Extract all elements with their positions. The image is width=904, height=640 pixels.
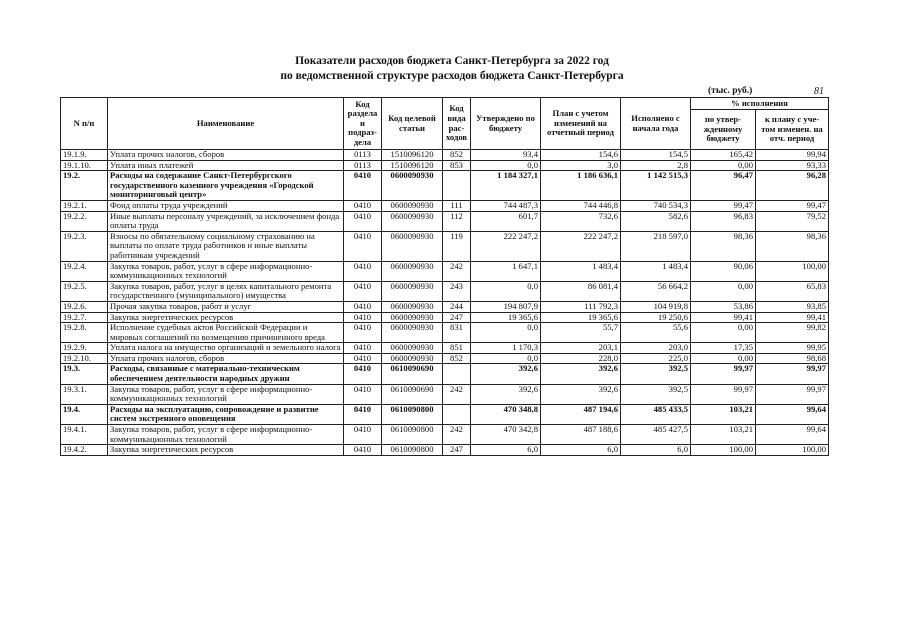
cell-pct-plan: 65,83 <box>756 281 829 301</box>
cell-name: Иные выплаты персоналу учреждений, за исключением фонда оплаты труда <box>108 211 344 231</box>
cell-pct-approved: 100,00 <box>691 445 756 456</box>
table-row <box>61 404 829 424</box>
cell-executed: 6,0 <box>621 445 691 456</box>
cell-target-code: 0600090930 <box>382 200 443 211</box>
cell-approved: 1 184 327,1 <box>471 171 541 201</box>
cell-type-code <box>443 364 471 384</box>
cell-pct-plan: 93,33 <box>756 160 829 171</box>
cell-type-code: 242 <box>443 425 471 445</box>
cell-executed: 1 142 515,3 <box>621 171 691 201</box>
cell-plan: 19 365,6 <box>541 312 621 323</box>
cell-pct-plan: 99,95 <box>756 343 829 354</box>
table-row <box>61 200 829 211</box>
cell-type-code: 852 <box>443 353 471 364</box>
cell-name: Закупка товаров, работ, услуг в сфере информационно-коммуникационных технологий <box>108 261 344 281</box>
cell-plan: 392,6 <box>541 384 621 404</box>
cell-type-code: 851 <box>443 343 471 354</box>
header-type-code: Код вида рас-ходов <box>443 98 471 150</box>
cell-type-code: 852 <box>443 150 471 161</box>
table-row <box>61 211 829 231</box>
cell-pct-approved: 0,00 <box>691 281 756 301</box>
cell-section-code: 0410 <box>344 323 382 343</box>
cell-plan: 744 446,8 <box>541 200 621 211</box>
cell-executed: 104 919,8 <box>621 301 691 312</box>
cell-pct-approved: 98,36 <box>691 231 756 261</box>
cell-name: Закупка товаров, работ, услуг в сфере информационно-коммуникационных технологий <box>108 425 344 445</box>
cell-target-code: 0600090930 <box>382 281 443 301</box>
cell-plan: 1 483,4 <box>541 261 621 281</box>
cell-executed: 19 250,6 <box>621 312 691 323</box>
cell-name: Закупка товаров, работ, услуг в целях капитального ремонта государственного (муниципального) имущества <box>108 281 344 301</box>
cell-target-code: 0610090800 <box>382 404 443 424</box>
cell-num: 19.2.7. <box>61 312 108 323</box>
cell-plan: 111 792,3 <box>541 301 621 312</box>
header-approved: Утверждено по бюджету <box>471 98 541 150</box>
cell-target-code: 0600090930 <box>382 323 443 343</box>
table-row <box>61 343 829 354</box>
cell-num: 19.2. <box>61 171 108 201</box>
header-percent: % исполнения <box>691 98 829 110</box>
cell-plan: 203,1 <box>541 343 621 354</box>
cell-section-code: 0410 <box>344 404 382 424</box>
cell-approved: 6,0 <box>471 445 541 456</box>
cell-target-code: 0600090930 <box>382 312 443 323</box>
cell-target-code: 0600090930 <box>382 343 443 354</box>
cell-pct-plan: 96,28 <box>756 171 829 201</box>
cell-type-code: 119 <box>443 231 471 261</box>
cell-pct-approved: 96,47 <box>691 171 756 201</box>
cell-type-code <box>443 171 471 201</box>
table-row <box>61 425 829 445</box>
cell-pct-plan: 99,64 <box>756 404 829 424</box>
cell-target-code: 0600090930 <box>382 301 443 312</box>
cell-num: 19.2.5. <box>61 281 108 301</box>
cell-target-code: 0600090930 <box>382 231 443 261</box>
cell-approved: 222 247,2 <box>471 231 541 261</box>
table-row <box>61 301 829 312</box>
cell-executed: 740 534,3 <box>621 200 691 211</box>
table-body <box>61 150 829 456</box>
cell-executed: 56 664,2 <box>621 281 691 301</box>
cell-plan: 222 247,2 <box>541 231 621 261</box>
cell-name: Закупка энергетических ресурсов <box>108 445 344 456</box>
cell-section-code: 0410 <box>344 425 382 445</box>
cell-num: 19.2.2. <box>61 211 108 231</box>
cell-target-code: 0600090930 <box>382 353 443 364</box>
cell-pct-plan: 99,82 <box>756 323 829 343</box>
cell-name: Закупка энергетических ресурсов <box>108 312 344 323</box>
cell-num: 19.3. <box>61 364 108 384</box>
cell-executed: 485 433,5 <box>621 404 691 424</box>
cell-pct-plan: 79,52 <box>756 211 829 231</box>
table-row <box>61 281 829 301</box>
cell-approved: 0,0 <box>471 281 541 301</box>
cell-target-code: 0610090690 <box>382 384 443 404</box>
cell-executed: 582,6 <box>621 211 691 231</box>
table-row <box>61 261 829 281</box>
cell-type-code: 247 <box>443 445 471 456</box>
cell-pct-plan: 99,41 <box>756 312 829 323</box>
table-row <box>61 323 829 343</box>
table-row <box>61 150 829 161</box>
cell-target-code: 0600090930 <box>382 211 443 231</box>
cell-target-code: 0600090930 <box>382 171 443 201</box>
cell-name: Расходы, связанные с материально-техническим обеспечением деятельности народных дружин <box>108 364 344 384</box>
cell-target-code: 0610090690 <box>382 364 443 384</box>
cell-section-code: 0113 <box>344 160 382 171</box>
cell-target-code: 0600090930 <box>382 261 443 281</box>
cell-pct-plan: 99,97 <box>756 384 829 404</box>
cell-name: Уплата налога на имущество организаций и земельного налога <box>108 343 344 354</box>
cell-section-code: 0410 <box>344 171 382 201</box>
cell-executed: 218 597,0 <box>621 231 691 261</box>
cell-section-code: 0410 <box>344 200 382 211</box>
cell-plan: 55,7 <box>541 323 621 343</box>
cell-section-code: 0410 <box>344 384 382 404</box>
cell-plan: 732,6 <box>541 211 621 231</box>
cell-pct-plan: 99,64 <box>756 425 829 445</box>
cell-plan: 86 081,4 <box>541 281 621 301</box>
cell-pct-approved: 99,47 <box>691 200 756 211</box>
cell-plan: 487 188,6 <box>541 425 621 445</box>
cell-pct-approved: 99,97 <box>691 384 756 404</box>
cell-target-code: 1510096120 <box>382 150 443 161</box>
cell-type-code <box>443 404 471 424</box>
cell-num: 19.2.9. <box>61 343 108 354</box>
budget-table <box>60 97 829 456</box>
cell-pct-approved: 103,21 <box>691 404 756 424</box>
cell-approved: 470 342,8 <box>471 425 541 445</box>
cell-num: 19.1.9. <box>61 150 108 161</box>
cell-pct-approved: 103,21 <box>691 425 756 445</box>
cell-num: 19.2.1. <box>61 200 108 211</box>
cell-pct-approved: 0,00 <box>691 353 756 364</box>
units-label: (тыс. руб.) <box>708 86 753 96</box>
cell-section-code: 0410 <box>344 231 382 261</box>
cell-approved: 93,4 <box>471 150 541 161</box>
cell-section-code: 0410 <box>344 445 382 456</box>
cell-approved: 0,0 <box>471 353 541 364</box>
cell-executed: 55,6 <box>621 323 691 343</box>
cell-approved: 194 807,9 <box>471 301 541 312</box>
cell-approved: 1 647,1 <box>471 261 541 281</box>
cell-approved: 19 365,6 <box>471 312 541 323</box>
cell-plan: 228,0 <box>541 353 621 364</box>
cell-pct-approved: 96,83 <box>691 211 756 231</box>
cell-type-code: 247 <box>443 312 471 323</box>
cell-section-code: 0410 <box>344 301 382 312</box>
cell-name: Уплата прочих налогов, сборов <box>108 353 344 364</box>
cell-pct-approved: 0,00 <box>691 160 756 171</box>
cell-section-code: 0410 <box>344 343 382 354</box>
cell-plan: 487 194,6 <box>541 404 621 424</box>
cell-pct-plan: 99,94 <box>756 150 829 161</box>
table-row <box>61 364 829 384</box>
cell-num: 19.4.1. <box>61 425 108 445</box>
cell-plan: 1 186 636,1 <box>541 171 621 201</box>
cell-approved: 392,6 <box>471 364 541 384</box>
cell-name: Прочая закупка товаров, работ и услуг <box>108 301 344 312</box>
table-row <box>61 231 829 261</box>
cell-type-code: 112 <box>443 211 471 231</box>
cell-section-code: 0410 <box>344 364 382 384</box>
cell-num: 19.2.10. <box>61 353 108 364</box>
cell-approved: 1 170,3 <box>471 343 541 354</box>
header-name: Наименование <box>108 98 344 150</box>
cell-plan: 6,0 <box>541 445 621 456</box>
header-plan: План с учетом изменений на отчетный период <box>541 98 621 150</box>
cell-section-code: 0410 <box>344 281 382 301</box>
cell-plan: 392,6 <box>541 364 621 384</box>
header-section-code: Код раздела и подраз-дела <box>344 98 382 150</box>
cell-target-code: 1510096120 <box>382 160 443 171</box>
cell-type-code: 243 <box>443 281 471 301</box>
cell-section-code: 0410 <box>344 261 382 281</box>
cell-pct-approved: 165,42 <box>691 150 756 161</box>
cell-executed: 1 483,4 <box>621 261 691 281</box>
cell-section-code: 0410 <box>344 312 382 323</box>
cell-name: Уплата иных платежей <box>108 160 344 171</box>
cell-num: 19.1.10. <box>61 160 108 171</box>
page-number: 81 <box>814 86 824 97</box>
cell-pct-approved: 99,41 <box>691 312 756 323</box>
header-executed: Исполнено с начала года <box>621 98 691 150</box>
cell-type-code: 244 <box>443 301 471 312</box>
cell-name: Фонд оплаты труда учреждений <box>108 200 344 211</box>
cell-executed: 225,0 <box>621 353 691 364</box>
cell-section-code: 0410 <box>344 211 382 231</box>
cell-type-code: 242 <box>443 261 471 281</box>
cell-approved: 601,7 <box>471 211 541 231</box>
cell-type-code: 853 <box>443 160 471 171</box>
cell-pct-plan: 99,97 <box>756 364 829 384</box>
table-row <box>61 312 829 323</box>
cell-name: Исполнение судебных актов Российской Федерации и мировых соглашений по возмещению причиненного вреда <box>108 323 344 343</box>
cell-name: Уплата прочих налогов, сборов <box>108 150 344 161</box>
cell-name: Закупка товаров, работ, услуг в сфере информационно-коммуникационных технологий <box>108 384 344 404</box>
table-row <box>61 445 829 456</box>
header-pct-plan: к плану с уче-том изменен. на отч. период <box>756 110 829 150</box>
cell-target-code: 0610090800 <box>382 425 443 445</box>
cell-type-code: 242 <box>443 384 471 404</box>
cell-plan: 3,0 <box>541 160 621 171</box>
table-row <box>61 384 829 404</box>
cell-approved: 470 348,8 <box>471 404 541 424</box>
cell-pct-plan: 98,68 <box>756 353 829 364</box>
cell-executed: 485 427,5 <box>621 425 691 445</box>
cell-type-code: 111 <box>443 200 471 211</box>
cell-target-code: 0610090800 <box>382 445 443 456</box>
cell-executed: 392,5 <box>621 364 691 384</box>
cell-name: Расходы на эксплуатацию, сопровождение и развитие систем экстренного оповещения <box>108 404 344 424</box>
cell-executed: 203,0 <box>621 343 691 354</box>
cell-pct-approved: 99,97 <box>691 364 756 384</box>
cell-executed: 154,5 <box>621 150 691 161</box>
cell-num: 19.4.2. <box>61 445 108 456</box>
cell-pct-plan: 99,47 <box>756 200 829 211</box>
cell-num: 19.2.3. <box>61 231 108 261</box>
table-row <box>61 171 829 201</box>
cell-section-code: 0113 <box>344 150 382 161</box>
cell-num: 19.2.6. <box>61 301 108 312</box>
cell-approved: 0,0 <box>471 323 541 343</box>
table-row <box>61 160 829 171</box>
document-title-line-1: Показатели расходов бюджета Санкт-Петербурга за 2022 год <box>295 55 609 67</box>
cell-num: 19.4. <box>61 404 108 424</box>
cell-pct-approved: 53,86 <box>691 301 756 312</box>
cell-approved: 392,6 <box>471 384 541 404</box>
cell-section-code: 0410 <box>344 353 382 364</box>
cell-approved: 744 487,3 <box>471 200 541 211</box>
cell-pct-approved: 0,00 <box>691 323 756 343</box>
cell-pct-plan: 93,85 <box>756 301 829 312</box>
cell-approved: 0,0 <box>471 160 541 171</box>
header-target-code: Код целевой статьи <box>382 98 443 150</box>
table-row <box>61 353 829 364</box>
cell-executed: 392,5 <box>621 384 691 404</box>
cell-pct-approved: 90,06 <box>691 261 756 281</box>
document-title-line-2: по ведомственной структуре расходов бюджета Санкт-Петербурга <box>280 70 624 82</box>
cell-executed: 2,8 <box>621 160 691 171</box>
cell-name: Взносы по обязательному социальному страхованию на выплаты по оплате труда работников и иные выплаты работникам учреждений <box>108 231 344 261</box>
cell-pct-plan: 98,36 <box>756 231 829 261</box>
cell-num: 19.2.8. <box>61 323 108 343</box>
cell-type-code: 831 <box>443 323 471 343</box>
cell-pct-approved: 17,35 <box>691 343 756 354</box>
cell-pct-plan: 100,00 <box>756 261 829 281</box>
cell-plan: 154,6 <box>541 150 621 161</box>
cell-pct-plan: 100,00 <box>756 445 829 456</box>
header-pct-approved: по утвер-жденному бюджету <box>691 110 756 150</box>
cell-name: Расходы на содержание Санкт-Петербургского государственного казенного учреждения «Городской мониторинговый центр» <box>108 171 344 201</box>
cell-num: 19.2.4. <box>61 261 108 281</box>
cell-num: 19.3.1. <box>61 384 108 404</box>
header-num: N п/п <box>61 98 108 150</box>
